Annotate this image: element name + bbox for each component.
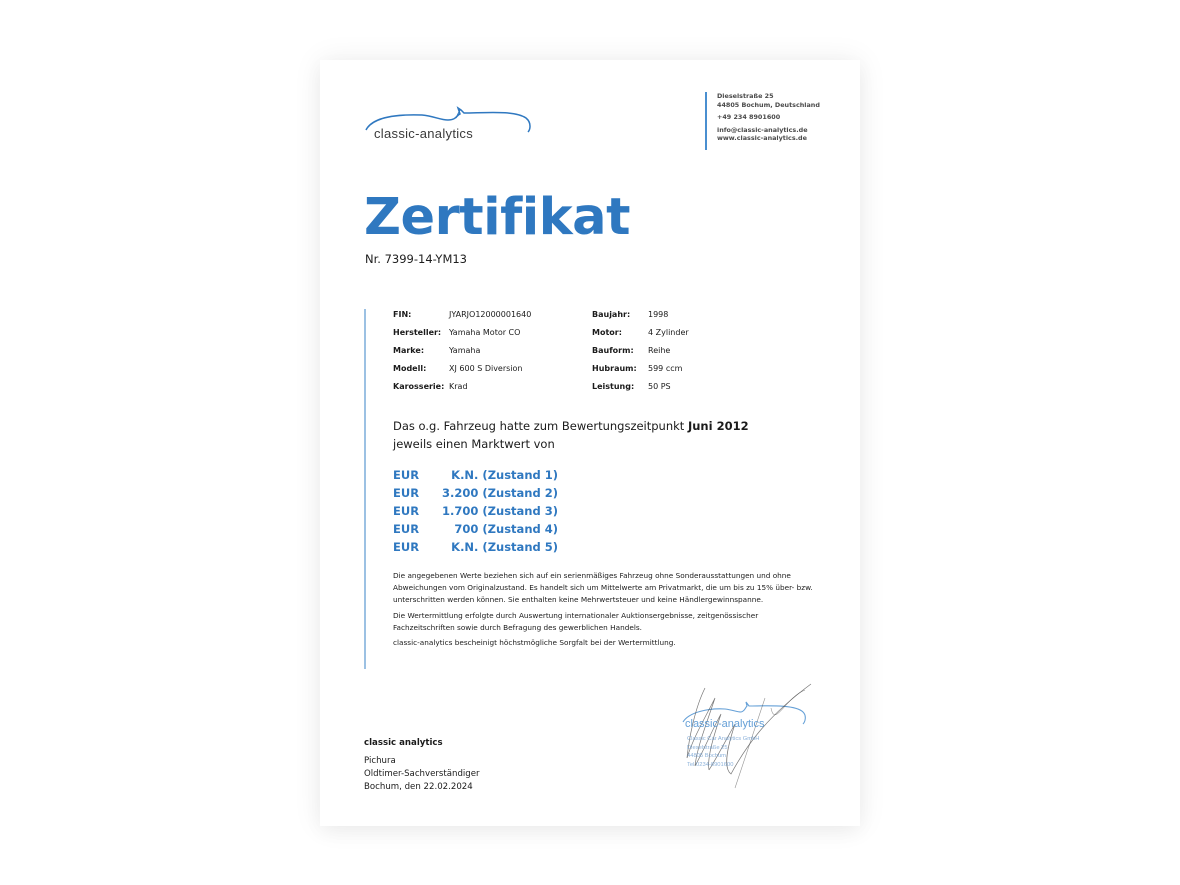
note-paragraph: Die Wertermittlung erfolgte durch Auswertung internationaler Auktionsergebnisse, zeitgenössischer Fachzeitschriften sowie durch Befragung des gewerblichen Handels. — [393, 610, 759, 632]
certificate-page — [320, 60, 860, 826]
company-stamp-signature — [675, 678, 815, 793]
spec-value-motor: 4 Zylinder — [648, 328, 689, 337]
spec-label-leistung: Leistung: — [592, 382, 635, 391]
stamp-line: Dieselstraße 25 — [687, 744, 728, 751]
spec-value-hersteller: Yamaha Motor CO — [449, 328, 521, 337]
certificate-number: Nr. 7399-14-YM13 — [365, 252, 468, 266]
amount: 700 (Zustand 4) — [454, 522, 558, 536]
spec-label-marke: Marke: — [393, 346, 425, 355]
signature-block — [364, 737, 480, 794]
contact-phone: +49 234 8901600 — [717, 113, 781, 122]
intro-text: Das o.g. Fahrzeug hatte zum Bewertungszeitpunkt — [393, 419, 688, 433]
stamp-logo-text: classic-analytics — [685, 718, 765, 730]
contact-email[interactable]: info@classic-analytics.de — [717, 125, 808, 134]
spec-label-baujahr: Baujahr: — [592, 310, 631, 319]
contact-block — [705, 92, 820, 150]
currency: EUR — [393, 522, 420, 536]
disclaimer-notes — [393, 570, 813, 649]
spec-value-marke: Yamaha — [449, 346, 481, 355]
spec-value-bauform: Reihe — [648, 346, 671, 355]
amount: K.N. (Zustand 5) — [451, 540, 558, 554]
market-value-row — [393, 502, 824, 520]
company-logo — [364, 96, 534, 146]
place-date: Bochum, den 22.02.2024 — [364, 782, 473, 792]
amount: 3.200 (Zustand 2) — [442, 486, 558, 500]
spec-value-leistung: 50 PS — [648, 382, 671, 391]
spec-label-fin: FIN: — [393, 310, 412, 319]
certificate-content — [364, 309, 824, 669]
currency: EUR — [393, 540, 420, 554]
spec-label-motor: Motor: — [592, 328, 622, 337]
stamp-address — [687, 735, 759, 769]
spec-label-hubraum: Hubraum: — [592, 364, 637, 373]
signer-role: Oldtimer-Sachverständiger — [364, 769, 480, 779]
note-paragraph: classic-analytics bescheinigt höchstmögliche Sorgfalt bei der Wertermittlung. — [393, 638, 676, 648]
amount: 1.700 (Zustand 3) — [442, 504, 558, 518]
spec-label-karosserie: Karosserie: — [393, 382, 445, 391]
page-title: Zertifikat — [364, 188, 630, 247]
market-value-row — [393, 538, 824, 556]
stamp-line: Classic Car Analytics GmbH — [687, 736, 760, 742]
stamp-line: Tel 0234-8901600 — [687, 761, 734, 768]
market-value-row — [393, 520, 824, 538]
valuation-date: Juni 2012 — [687, 419, 749, 433]
market-value-row — [393, 466, 824, 484]
intro-text-2: jeweils einen Marktwert von — [393, 437, 555, 451]
currency: EUR — [393, 504, 420, 518]
spec-label-hersteller: Hersteller: — [393, 328, 442, 337]
contact-street: Dieselstraße 25 — [717, 92, 774, 100]
valuation-intro — [393, 417, 824, 453]
signer-name: Pichura — [364, 756, 396, 766]
spec-value-fin: JYARJO12000001640 — [449, 310, 532, 319]
spec-value-baujahr: 1998 — [648, 310, 669, 319]
contact-web[interactable]: www.classic-analytics.de — [717, 134, 807, 143]
spec-label-bauform: Bauform: — [592, 346, 634, 355]
stamp-line: 44805 Bochum — [687, 753, 726, 759]
spec-value-hubraum: 599 ccm — [648, 364, 683, 373]
note-paragraph: Die angegebenen Werte beziehen sich auf ein serienmäßiges Fahrzeug ohne Sonderausstattungen und ohne Abweichungen vom Originalzustand. Es handelt sich um Mittelwerte am Privatmarkt, die um bis zu 15% über- bzw. unterschritten werden können. Sie enthalten keine Mehrwertsteuer und keine Händlergewinnspanne. — [393, 571, 813, 605]
currency: EUR — [393, 468, 420, 482]
logo-text: classic-analytics — [374, 126, 474, 141]
amount: K.N. (Zustand 1) — [451, 468, 558, 482]
spec-value-karosserie: Krad — [449, 382, 468, 391]
vehicle-specs — [393, 309, 824, 392]
footer-company: classic analytics — [364, 738, 443, 748]
spec-value-modell: XJ 600 S Diversion — [449, 364, 523, 373]
currency: EUR — [393, 486, 420, 500]
contact-city: 44805 Bochum, Deutschland — [717, 100, 820, 109]
market-value-row — [393, 484, 824, 502]
market-values — [393, 466, 824, 556]
spec-label-modell: Modell: — [393, 364, 427, 373]
